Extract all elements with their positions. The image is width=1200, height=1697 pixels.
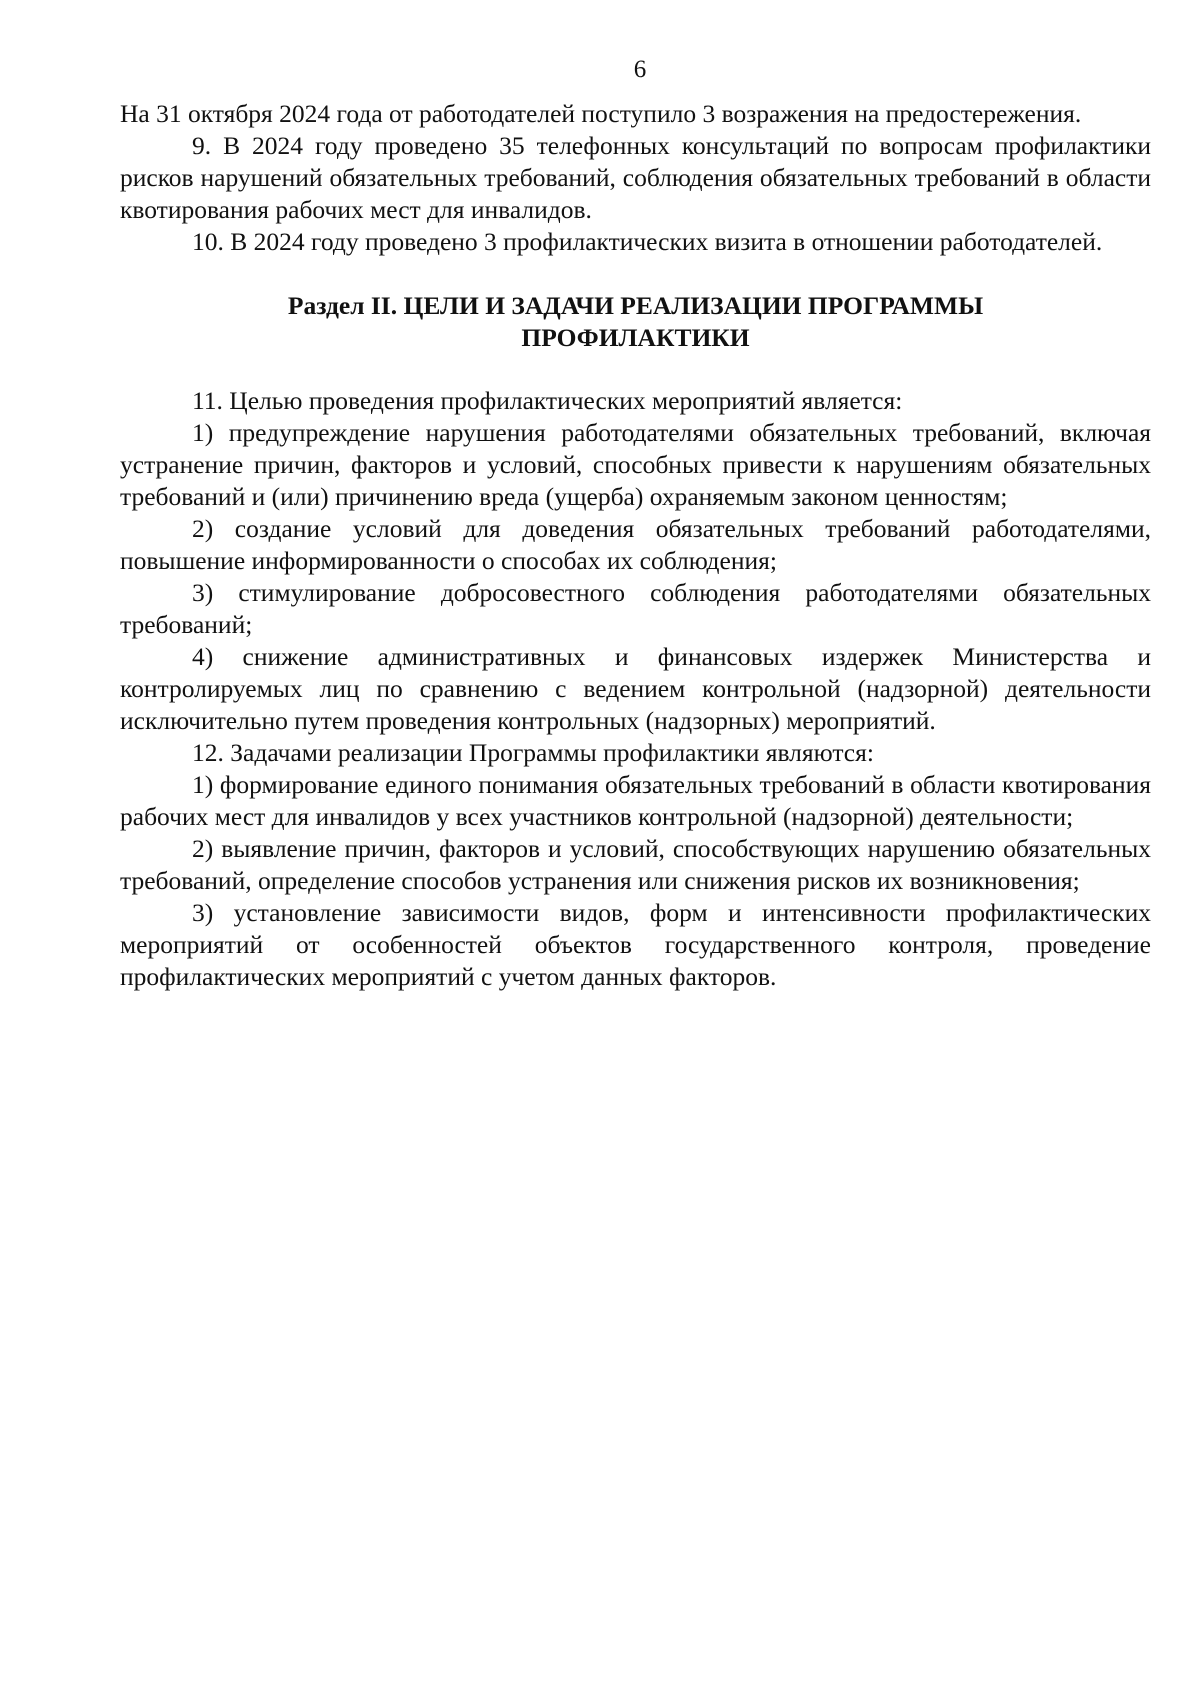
section-heading-line-1: Раздел II. ЦЕЛИ И ЗАДАЧИ РЕАЛИЗАЦИИ ПРОГРАММЫ (287, 291, 984, 320)
page-number: 6 (633, 56, 647, 83)
paragraph-goal-1: 1) предупреждение нарушения работодателями обязательных требований, включая устранение причин, факторов и условий, способных привести к нарушениям обязательных требований и (или) причинению вреда (ущерба) охраняемым законом ценностям; (120, 418, 1151, 511)
paragraph-goal-3: 3) стимулирование добросовестного соблюдения работодателями обязательных требований; (120, 578, 1151, 639)
section-heading-line-2: ПРОФИЛАКТИКИ (521, 323, 750, 352)
section-heading (120, 290, 1151, 354)
paragraph-goal-2: 2) создание условий для доведения обязательных требований работодателями, повышение информированности о способах их соблюдения; (120, 514, 1151, 575)
paragraph-item-12: 12. Задачами реализации Программы профилактики являются: (192, 738, 874, 767)
paragraph-item-11: 11. Целью проведения профилактических мероприятий является: (192, 386, 903, 415)
paragraph-goal-4: 4) снижение административных и финансовых издержек Министерства и контролируемых лиц по сравнению с ведением контрольной (надзорной) деятельности исключительно путем проведения контрольных (надзорных) мероприятий. (120, 642, 1151, 735)
paragraph-task-1: 1) формирование единого понимания обязательных требований в области квотирования рабочих мест для инвалидов у всех участников контрольной (надзорной) деятельности; (120, 770, 1151, 831)
paragraph-item-9: 9. В 2024 году проведено 35 телефонных консультаций по вопросам профилактики рисков нарушений обязательных требований, соблюдения обязательных требований в области квотирования рабочих мест для инвалидов. (120, 131, 1151, 224)
paragraph-task-3: 3) установление зависимости видов, форм и интенсивности профилактических мероприятий от особенностей объектов государственного контроля, проведение профилактических мероприятий с учетом данных факторов. (120, 898, 1151, 991)
paragraph-objections: На 31 октября 2024 года от работодателей поступило 3 возражения на предостережения. (120, 99, 1082, 128)
document-body (120, 98, 1151, 993)
paragraph-item-10: 10. В 2024 году проведено 3 профилактических визита в отношении работодателей. (192, 227, 1103, 256)
paragraph-task-2: 2) выявление причин, факторов и условий, способствующих нарушению обязательных требований, определение способов устранения или снижения рисков их возникновения; (120, 834, 1151, 895)
